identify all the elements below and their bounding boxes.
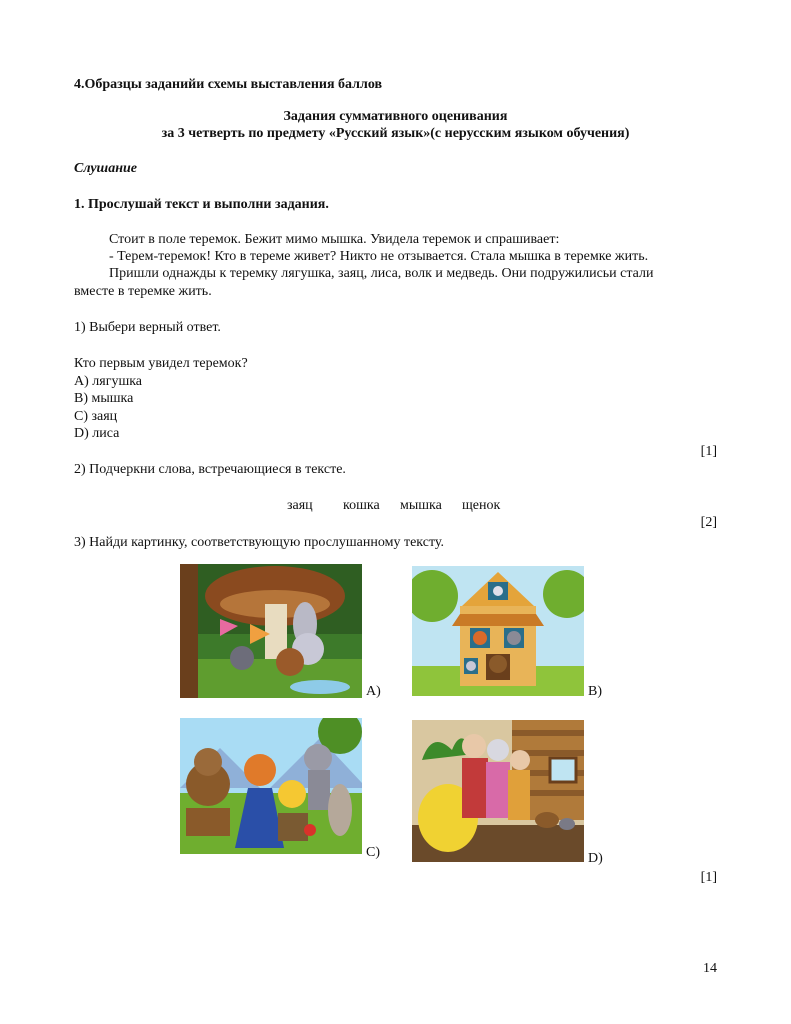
q2-word-zayats[interactable]: заяц xyxy=(287,498,313,513)
page-number: 14 xyxy=(703,961,717,976)
text-paragraph-2: - Терем-теремок! Кто в тереме живет? Никто не отзывается. Стала мышка в теремке жить. xyxy=(109,249,649,264)
q2-score: [2] xyxy=(700,515,717,530)
q1-option-b[interactable]: B) мышка xyxy=(74,391,134,406)
heading-line-2: за 3 четверть по предмету «Русский язык»(с нерусским языком обучения) xyxy=(161,126,630,141)
section-title: 4.Образцы заданийи схемы выставления баллов xyxy=(74,77,383,92)
text-paragraph-1: Стоит в поле теремок. Бежит мимо мышка. Увидела теремок и спрашивает: xyxy=(109,232,560,247)
q3-score: [1] xyxy=(700,870,717,885)
q2-word-myshka[interactable]: мышка xyxy=(400,498,442,513)
picture-d-label: D) xyxy=(588,851,603,866)
picture-b[interactable] xyxy=(412,566,584,696)
q1-option-a[interactable]: A) лягушка xyxy=(74,374,143,389)
q1-option-d[interactable]: D) лиса xyxy=(74,426,120,441)
task-title: 1. Прослушай текст и выполни задания. xyxy=(74,197,329,212)
picture-b-label: B) xyxy=(588,684,602,699)
forest-animals-picture-icon xyxy=(180,564,362,698)
q1-question: Кто первым увидел теремок? xyxy=(74,356,248,371)
q2-word-koshka[interactable]: кошка xyxy=(343,498,380,513)
picture-c-label: C) xyxy=(366,845,380,860)
picture-a[interactable] xyxy=(180,564,362,698)
q2-word-shchenok[interactable]: щенок xyxy=(462,498,501,513)
q1-instruction: 1) Выбери верный ответ. xyxy=(74,320,221,335)
turnip-tale-picture-icon xyxy=(412,720,584,862)
fairytale-animals-picture-icon xyxy=(180,718,362,854)
picture-c[interactable] xyxy=(180,718,362,854)
text-paragraph-3: Пришли однажды к теремку лягушка, заяц, лиса, волк и медведь. Они подружилисьи стали xyxy=(109,266,654,281)
q1-option-c[interactable]: C) заяц xyxy=(74,409,118,424)
picture-d[interactable] xyxy=(412,720,584,862)
teremok-house-picture-icon xyxy=(412,566,584,696)
q1-score: [1] xyxy=(700,444,717,459)
q3-instruction: 3) Найди картинку, соответствующую прослушанному тексту. xyxy=(74,535,445,550)
text-paragraph-3-continued: вместе в теремке жить. xyxy=(74,284,212,299)
subsection-title: Слушание xyxy=(74,161,137,176)
picture-a-label: A) xyxy=(366,684,381,699)
heading-line-1: Задания суммативного оценивания xyxy=(283,109,508,124)
q2-instruction: 2) Подчеркни слова, встречающиеся в тексте. xyxy=(74,462,346,477)
